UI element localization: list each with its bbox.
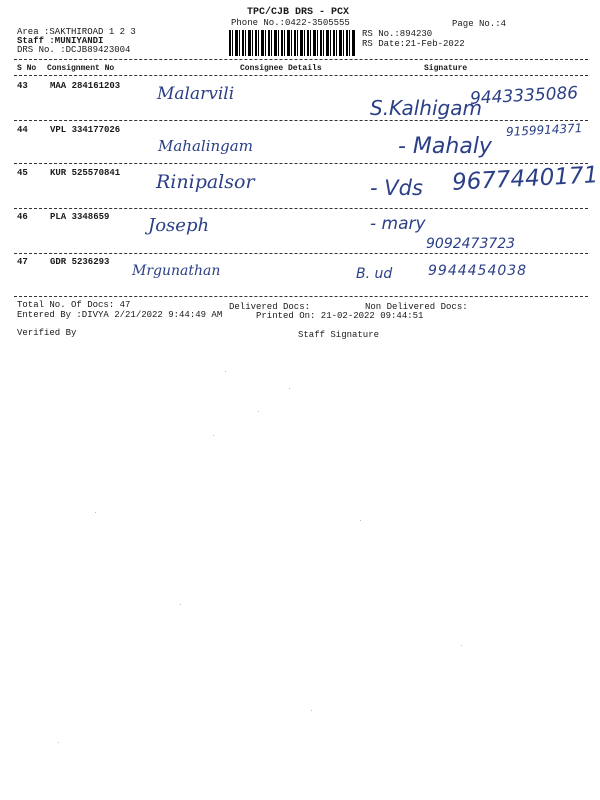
- phone-number: Phone No.:0422-3505555: [231, 18, 350, 28]
- rs-date: RS Date:21-Feb-2022: [362, 39, 465, 49]
- scan-speck: [360, 520, 361, 521]
- row-divider: [14, 253, 588, 254]
- scan-speck: [213, 435, 214, 436]
- drs-number: DRS No. :DCJB89423004: [17, 45, 131, 55]
- column-header-consignment: Consignment No: [47, 64, 115, 73]
- row-divider: [14, 163, 588, 164]
- scan-speck: [58, 742, 59, 743]
- row-divider: [14, 208, 588, 209]
- row-phone-handwriting: 9092473723: [426, 236, 516, 252]
- scan-speck: [258, 411, 259, 412]
- staff-signature-label: Staff Signature: [298, 330, 380, 340]
- page-number: Page No.:4: [452, 19, 507, 29]
- row-consignment: MAA 284161203: [50, 81, 121, 91]
- row-signature-handwriting: S.Kalhigam: [370, 96, 482, 120]
- row-consignment: PLA 3348659: [50, 212, 110, 222]
- delivered-docs: Delivered Docs:: [229, 302, 311, 312]
- scan-speck: [225, 371, 226, 372]
- header-divider-bottom: [14, 75, 588, 76]
- scan-speck: [461, 645, 462, 646]
- verified-by-label: Verified By: [17, 328, 77, 338]
- row-phone-handwriting: 9944454038: [428, 263, 528, 279]
- row-consignee-handwriting: Rinipalsor: [156, 171, 255, 193]
- row-signature-handwriting: B. ud: [356, 266, 393, 282]
- table-bottom-divider: [14, 296, 588, 297]
- row-sno: 43: [17, 81, 28, 91]
- column-header-sno: S No: [17, 64, 37, 73]
- document-title: TPC/CJB DRS - PCX: [247, 7, 350, 18]
- header-divider-top: [14, 59, 588, 60]
- row-consignee-handwriting: Mahalingam: [158, 137, 253, 155]
- row-sno: 44: [17, 125, 28, 135]
- row-consignee-handwriting: Joseph: [148, 215, 210, 236]
- column-header-signature: Signature: [424, 64, 468, 73]
- scan-speck: [311, 710, 312, 711]
- scan-speck: [95, 512, 96, 513]
- area-label: Area :SAKTHIROAD 1 2 3: [17, 27, 136, 37]
- row-phone-handwriting: 9159914371: [505, 121, 583, 139]
- row-signature-handwriting: - Mahaly: [398, 134, 492, 159]
- row-signature-handwriting: - Vds: [370, 176, 423, 200]
- non-delivered-docs: Non Delivered Docs:: [365, 302, 468, 312]
- row-phone-handwriting: 9677440171: [451, 162, 599, 196]
- row-phone-handwriting: 9443335086: [469, 83, 579, 109]
- row-consignee-handwriting: Malarvili: [157, 84, 235, 104]
- row-sno: 46: [17, 212, 28, 222]
- row-sno: 47: [17, 257, 28, 267]
- total-docs: Total No. Of Docs: 47: [17, 300, 131, 310]
- staff-label: Staff :MUNIYANDI: [17, 36, 104, 46]
- row-consignment: KUR 525570841: [50, 168, 121, 178]
- barcode-image: [229, 30, 355, 56]
- printed-on: Printed On: 21-02-2022 09:44:51: [256, 311, 424, 321]
- row-consignment: VPL 334177026: [50, 125, 121, 135]
- scan-speck: [289, 388, 290, 389]
- row-sno: 45: [17, 168, 28, 178]
- row-consignee-handwriting: Mrgunathan: [132, 263, 221, 279]
- entered-by: Entered By :DIVYA 2/21/2022 9:44:49 AM: [17, 310, 223, 320]
- row-consignment: GDR 5236293: [50, 257, 110, 267]
- row-signature-handwriting: - mary: [370, 214, 426, 234]
- column-header-consignee: Consignee Details: [240, 64, 322, 73]
- row-divider: [14, 120, 588, 121]
- scan-speck: [180, 604, 181, 605]
- rs-number: RS No.:894230: [362, 29, 433, 39]
